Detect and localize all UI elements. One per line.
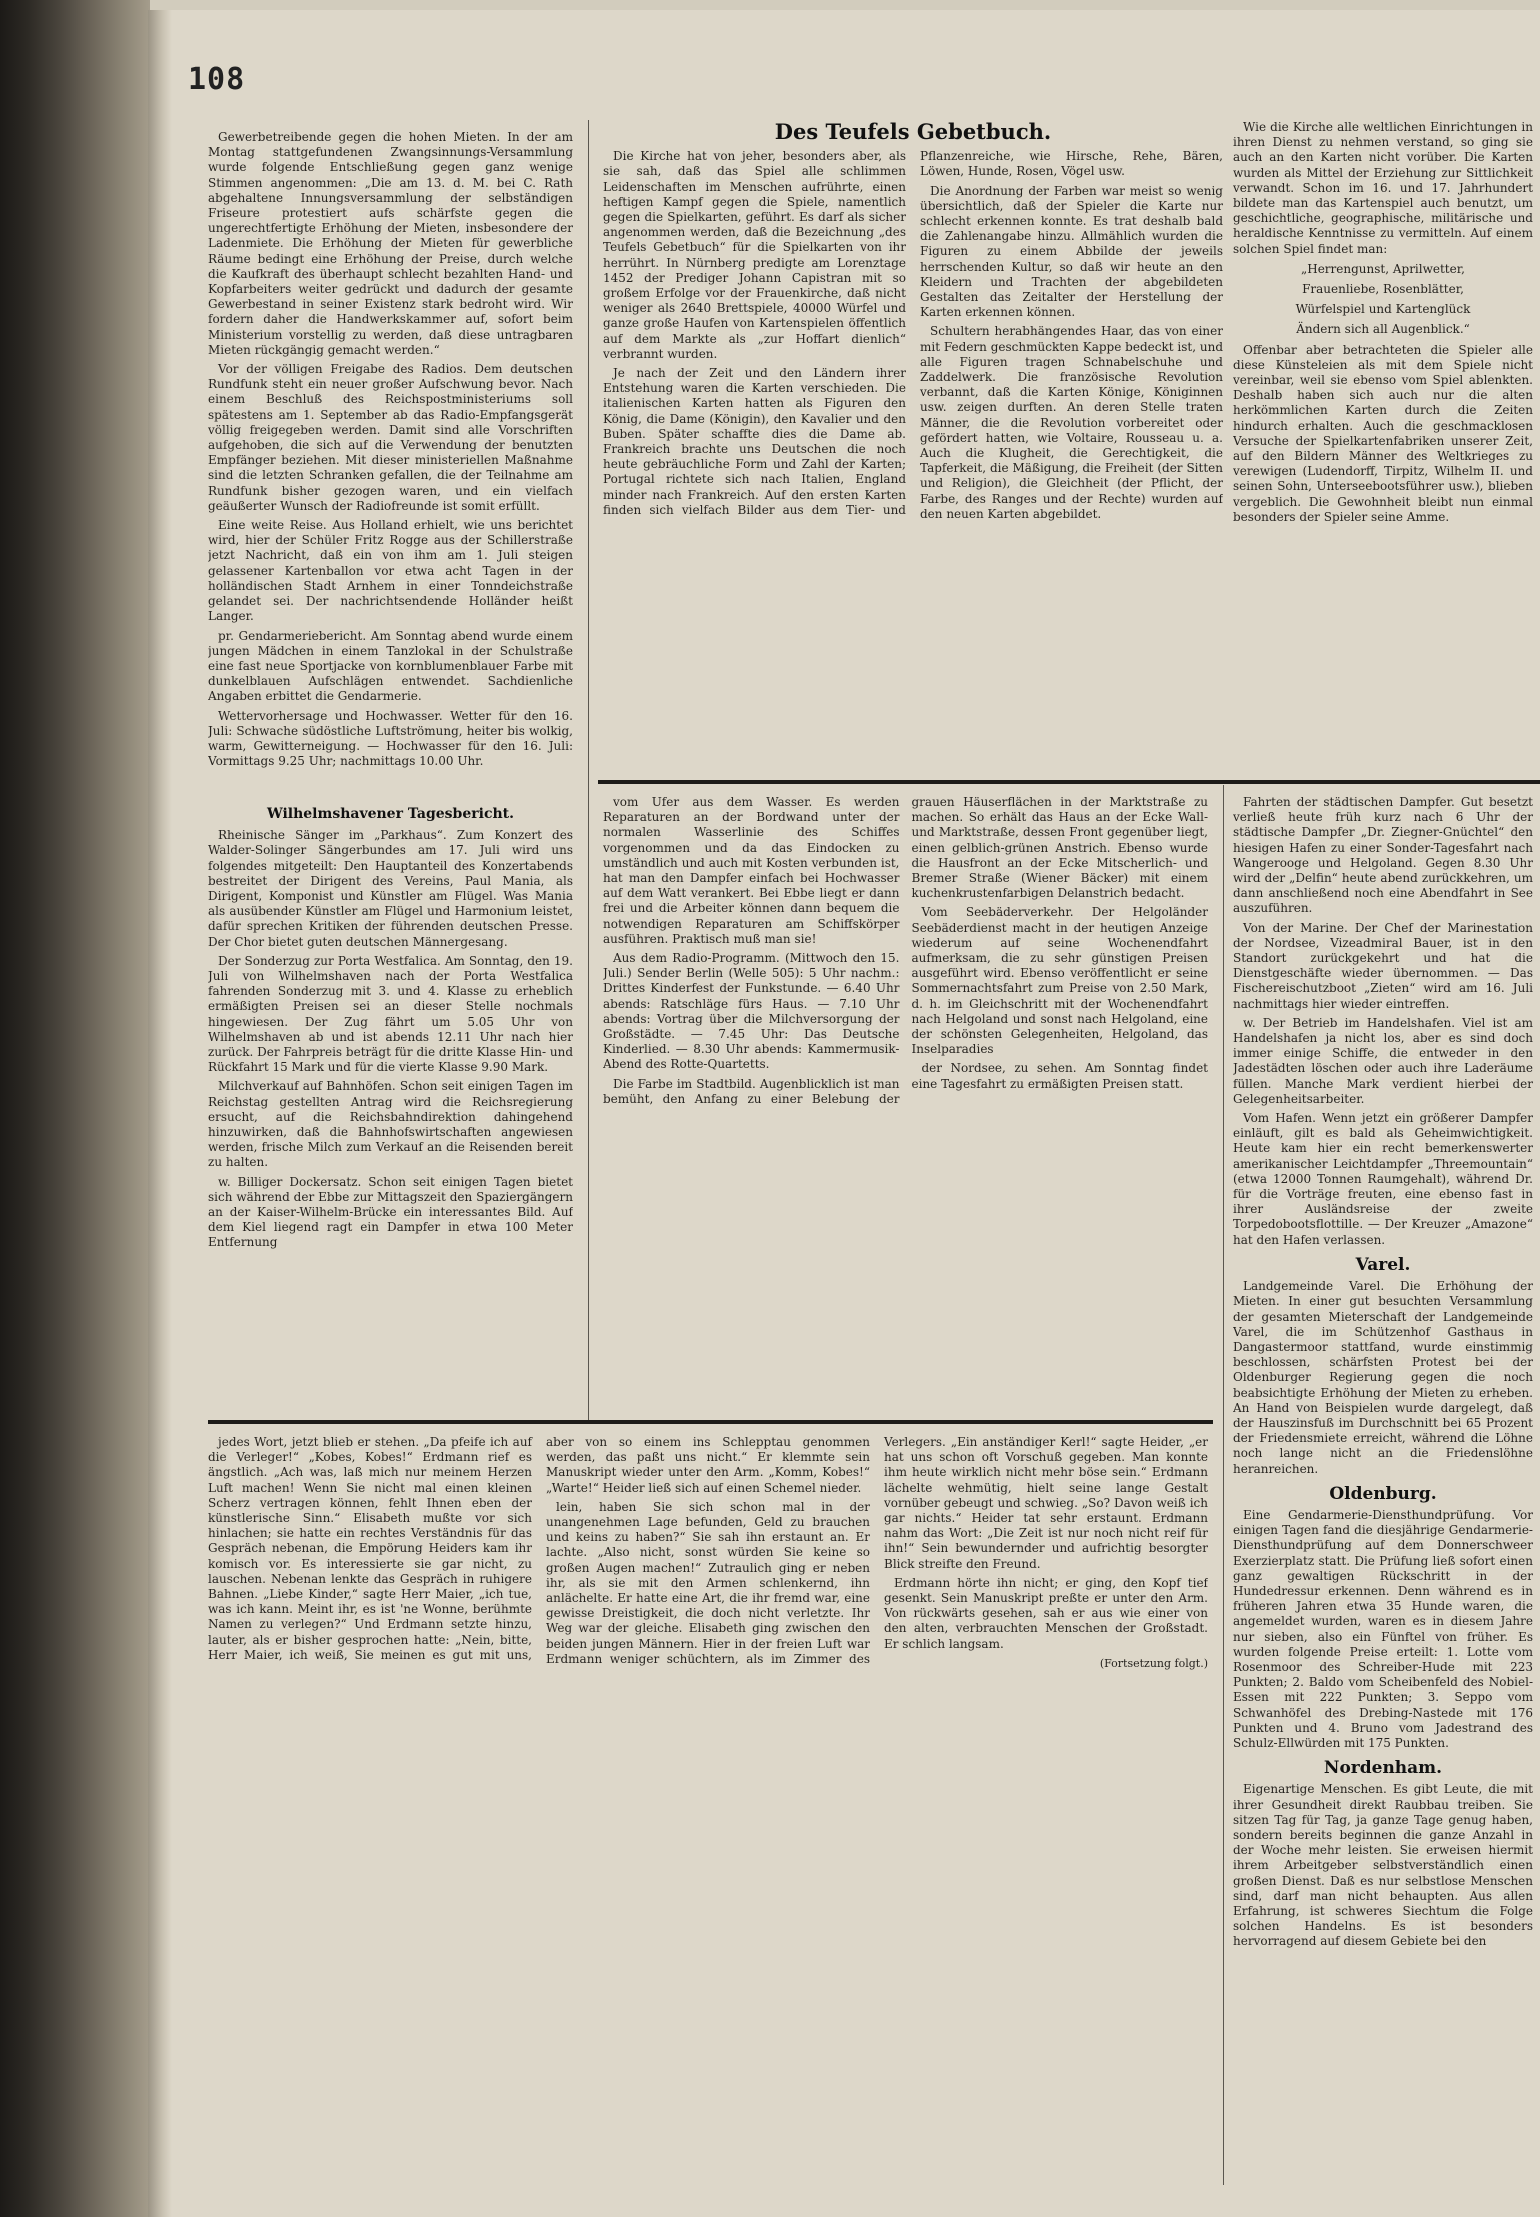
horizontal-rule: [598, 780, 1540, 784]
paragraph: vom Ufer aus dem Wasser. Es werden Reparaturen an der Bordwand unter der normalen Wasserlinie des Schiffes vorgenommen und da das Eindocken zu umständlich und auch mit Kosten verbunden ist, hat man den Dampfer einfach bei Hochwasser auf dem Watt verankert. Bei Ebbe liegt er dann frei und die Arbeiter können dann bequem die notwendigen Reparaturen am Schiffskörper ausführen. Praktisch muß man sie!: [603, 795, 900, 946]
paragraph: Die Anordnung der Farben war meist so wenig übersichtlich, daß der Spieler die Karte nur schlecht erkennen konnte. Es trat deshalb bald die Zahlenangabe hinzu. Allmählich wurden die Figuren zu einem Abbilde der jeweils herrschenden Kultur, so daß wir heute an den Kleidern und Trachten der abgebildeten Gestalten das Zeitalter der Herstellung der Karten erkennen können.: [920, 183, 1223, 320]
verse-line: Würfelspiel und Kartenglück: [1295, 302, 1471, 317]
article-oldenburg: Eine Gendarmerie-Diensthundprüfung. Vor einigen Tagen fand die diesjährige Gendarmerie-Diensthundprüfung auf dem Donnerschweer Exerzierplatz statt. Die Prüfung ließ sofort einen ganz gewaltigen Rückschritt in der Hundedressur erkennen. Denn während es in früheren Jahren etwa 35 Hunde waren, die angemeldet wurden, waren es in diesem Jahre nur sieben, also ein Fünftel von früher. Es wurden folgende Preise erteilt: 1. Lotte vom Rosenmoor des Schreiber-Hude mit 223 Punkten; 2. Baldo vom Scheibenfeld des Nobiel-Essen mit 222 Punkten; 3. Seppo vom Schwanhöfel des Drebing-Nastede mit 176 Punkten und 4. Bruno vom Jadestrand des Schulz-Ellwürden mit 175 Punkten.: [1233, 1507, 1533, 1750]
paragraph: Erdmann hörte ihn nicht; er ging, den Kopf tief gesenkt. Sein Manuskript preßte er unter den Arm. Von rückwärts gesehen, sah er aus wie einer von den alten, verbrauchten Menschen der Großstadt. Er schlich langsam.: [884, 1575, 1208, 1651]
paragraph: Schultern herabhängendes Haar, das von einer mit Federn geschmückten Kappe bedeckt ist, und alle Figuren tragen Schnabelschuhe und Zaddelwerk. Die französische Revolution verbannt, daß die Karten Könige, Königinnen usw. zeigen durften. An deren Stelle traten Männer, die die Revolution vorbereitet oder gefördert hatten, wie Voltaire, Rousseau u. a. Auch die Klugheit, die Gerechtigkeit, die Tapferkeit, die Mäßigung, die Freiheit (der Sitten und Religion), die Gleichheit (der Pflicht, der Farbe, des Ranges und der Rechte) wurden auf den neuen Karten abgebildet.: [920, 324, 1223, 521]
column-teufels-gebetbuch: [603, 120, 1223, 775]
section-title-wilhelmshaven: Wilhelmshavener Tagesbericht.: [266, 806, 514, 822]
section-title-nordenham: Nordenham.: [1323, 1758, 1443, 1779]
column-local-news: [208, 130, 573, 790]
verse-line: Frauenliebe, Rosenblätter,: [1302, 282, 1464, 297]
article-saenger: Rheinische Sänger im „Parkhaus“. Zum Konzert des Walder-Solinger Sängerbundes am 17. Juli wird uns folgendes mitgeteilt: Den Hauptanteil des Konzertabends bestreitet der Dirigent des Vereins, Paul Mania, als Dirigent, Komponist und Künstler am Flügel. Was Mania als ausübender Künstler am Flügel und Harmonium leistet, dafür sprechen Kritiken der führenden deutschen Presse. Der Chor bietet guten deutschen Männergesang.: [208, 828, 573, 949]
paragraph: Je nach der Zeit und den Ländern ihrer Entstehung waren die Karten verschieden. Die italienischen Karten hatten als Figuren den König, die Dame (Königin), den Kavalier und den Buben. Später schaffte dies die Dame ab. Frankreich brachte uns Deutschen die noch heute gebräuchliche Form und Zahl der Karten; Portugal richtete sich nach Italien, England minder nach Frankreich. Auf den ersten Karten finden sich vielfach Bilder aus dem Tier- und Pflanzenreiche, wie Hirsche, Rehe, Bären, Löwen, Hunde, Rosen, Vögel usw.: [603, 149, 1223, 517]
paragraph: Wie die Kirche alle weltlichen Einrichtungen in ihren Dienst zu nehmen verstand, so ging sie auch an den Karten nicht vorüber. Die Karten wurden als Mittel der Erziehung zur Sittlichkeit verwandt. Schon im 16. und 17. Jahrhundert bildete man das Kartenspiel auch benutzt, um geschichtliche, geographische, militärische und heraldische Kenntnisse zu vermitteln. Auf einem solchen Spiel findet man:: [1233, 120, 1533, 256]
article-sonderzug: Der Sonderzug zur Porta Westfalica. Am Sonntag, den 19. Juli von Wilhelmshaven nach der Porta Westfalica fahrenden Sonderzug mit 3. und 4. Klasse zu erheblich ermäßigten Preisen sei an dieser Stelle nochmals hingewiesen. Der Zug fährt um 5.05 Uhr von Wilhelmshaven ab und ist abends 12.11 Uhr nach hier zurück. Der Fahrpreis beträgt für die dritte Klasse Hin- und Rückfahrt 15 Mark und für die vierte Klasse 9.90 Mark.: [208, 953, 573, 1075]
serial-novel: [208, 1435, 1208, 2195]
horizontal-rule: [208, 1420, 1213, 1424]
verse-line: Ändern sich all Augenblick.“: [1296, 322, 1470, 337]
article-nordenham: Eigenartige Menschen. Es gibt Leute, die mit ihrer Gesundheit direkt Raubbau treiben. Sie sitzen Tag für Tag, ja ganze Tage genug haben, sondern bereits beginnen die ganze Anzahl in der Woche mehr leisten. Sie erweisen hiermit ihrem Arbeitgeber selbstverständlich einen großen Dienst. Daß es nur selbstlose Menschen sind, darf man nicht behaupten. Aus allen Erfahrung, ist schweres Siechtum die Folge solchen Handelns. Es ist besonders hervorragend auf diesem Gebiete bei den: [1233, 1782, 1533, 1949]
verse-line: „Herrengunst, Aprilwetter,: [1301, 261, 1465, 276]
section-title-oldenburg: Oldenburg.: [1329, 1483, 1437, 1504]
article-hafen: Vom Hafen. Wenn jetzt ein größerer Dampfer einläuft, gilt es bald als Geheimwichtigkeit. Heute kam hier ein recht bemerkenswerter amerikanischer Leichtdampfer „Threemountain“ (etwa 12000 Tonnen Raumgehalt), während Dr. für die Vorträge freuten, eine ebenso fast in ihrer Ausländsreise der zweite Torpedobootsflottille. — Der Kreuzer „Amazone“ hat den Hafen verlassen.: [1233, 1111, 1533, 1247]
paragraph: lein, haben Sie sich schon mal in der unangenehmen Lage befunden, Geld zu brauchen und keins zu haben?“ Sie sah ihn erstaunt an. Er lachte. „Also nicht, sonst würden Sie keine so großen Augen machen!“ Zutraulich ging er neben ihr, als sie mit den Armen schlenkernd, ihn anlächelte. Er hatte eine Art, die ihr fremd war, eine gewisse Dreistigkeit, die doch nicht verletzte. Ihr Weg war der gleiche. Elisabeth ging zwischen den beiden jungen Männern. Hier in der freien Luft war Erdmann weniger schüchtern, als im Zimmer des Verlegers. „Ein anständiger Kerl!“ sagte Heider, „er hat uns schon oft Vorschuß gegeben. Man konnte ihm heute wirklich nicht mehr böse sein.“ Erdmann lächelte wehmütig, hielt seine lange Gestalt vornüber gebeugt und schwieg. „So? Davon weiß ich gar nichts.“ Heider tat sehr erstaunt. Erdmann nahm das Wort: „Die Zeit ist nur noch nicht reif für ihn!“ Sein bewundernder und aufrichtig besorgter Blick streifte den Freund.: [546, 1435, 1208, 1666]
article-dampfer: Fahrten der städtischen Dampfer. Gut besetzt verließ heute früh kurz nach 6 Uhr der städtische Dampfer „Dr. Ziegner-Gnüchtel“ den hiesigen Hafen zu einer Sonder-Tagesfahrt nach Wangerooge und Helgoland. Gegen 8.30 Uhr wird der „Delfin“ heute abend zurückkehren, um dann anschließend noch eine Abendfahrt in See auszuführen.: [1233, 795, 1533, 916]
article-reise: Eine weite Reise. Aus Holland erhielt, wie uns berichtet wird, hier der Schüler Fritz Rogge aus der Schillerstraße jetzt Nachricht, daß ein von ihm am 1. Juli steigen gelassener Kartenballon vor etwa acht Tagen in der holländischen Stadt Arnhem in einer Tonndeichstraße gelandet sei. Der nachrichtsendende Holländer heißt Langer.: [208, 518, 573, 624]
column-divider: [1223, 785, 1224, 2185]
article-gendarmerie: pr. Gendarmeriebericht. Am Sonntag abend wurde einem jungen Mädchen in einem Tanzlokal in der Schulstraße eine fast neue Sportjacke von kornblumenblauer Farbe mit dunkelblauen Aufschlägen entwendet. Sachdienliche Angaben erbittet die Gendarmerie.: [208, 628, 573, 704]
page-number: 108: [188, 62, 246, 97]
article-marine: Von der Marine. Der Chef der Marinestation der Nordsee, Vizeadmiral Bauer, ist in den Standort zurückgekehrt und hat die Dienstgeschäfte wieder übernommen. — Das Fischereischutzboot „Zieten“ wird am 16. Juli nachmittags hier wieder eintreffen.: [1233, 920, 1533, 1011]
paragraph: Offenbar aber betrachteten die Spieler alle diese Künsteleien als mit dem Spiele nicht vereinbar, weil sie ebenso vom Spiel ablenkten. Deshalb haben sich auch nur die alten herkömmlichen Karten durch die Zeiten hindurch erhalten. Auch die geschmacklosen Versuche der Spielkartenfabriken unserer Zeit, auf den Bildern Männer des Weltkrieges zu verewigen (Ludendorff, Tirpitz, Wilhelm II. und seinen Sohn, Unterseebootsführer usw.), blieben vergeblich. Die Gewohnheit bleibt nun einmal besonders der Spieler seine Amme.: [1233, 342, 1533, 524]
continued-note: (Fortsetzung folgt.): [1099, 1656, 1208, 1670]
section-title-varel: Varel.: [1355, 1254, 1411, 1275]
paragraph: der Nordsee, zu sehen. Am Sonntag findet eine Tagesfahrt zu ermäßigten Preisen statt.: [911, 1061, 1208, 1091]
article-radio-programm: Aus dem Radio-Programm. (Mittwoch den 15. Juli.) Sender Berlin (Welle 505): 5 Uhr nachm.: Drittes Kinderfest der Funkstunde. — 6.40 Uhr abends: Ratschläge fürs Haus. — 7.10 Uhr abends: Vortrag über die Milchversorgung der Großstädte. — 7.45 Uhr: Das Deutsche Kinderlied. — 8.30 Uhr abends: Kammermusik-Abend des Rotte-Quartetts.: [603, 951, 900, 1072]
book-binding: [0, 0, 150, 2217]
column-divider: [588, 120, 589, 1420]
paragraph: Die Kirche hat von jeher, besonders aber, als sie sah, daß das Spiel alle schlimmen Leidenschaften im Menschen aufrührte, einen heftigen Kampf gegen die Spiele, namentlich gegen die Spielkarten, geführt. Es darf als sicher angenommen werden, daß die Bezeichnung „des Teufels Gebetbuch“ für die Spielkarten von ihr herrührt. In Nürnberg predigte am Lorenztage 1452 der Prediger Johann Capistran mit so großem Erfolge vor der Frauenkirche, daß nicht weniger als 2640 Brettspiele, 40000 Würfel und ganze große Haufen von Kartenspielen öffentlich auf dem Markte als „zur Hoffart dienlich“ verbrannt wurden.: [603, 149, 906, 361]
article-friseure: Gewerbetreibende gegen die hohen Mieten. In der am Montag stattgefundenen Zwangsinnungs-Versammlung wurde folgende Entschließung gegen ganz wenige Stimmen angenommen: „Die am 13. d. M. bei C. Rath abgehaltene Innungsversammlung der selbständigen Friseure protestiert aufs schärfste gegen die ungerechtfertigte Erhöhung der Mieten, insbesondere der Ladenmiete. Die Erhöhung der Mieten für gewerbliche Räume bedingt eine Erhöhung der Preise, durch welche die Kaufkraft des überhaupt schlecht bezahlten Hand- und Kopfarbeiters weiter gedrückt und dadurch der gesamte Gewerbestand in seiner Existenz stark bedroht wird. Wir fordern daher die Handwerkskammer auf, sofort beim Ministerium vorstellig zu werden, daß diese untragbaren Mieten rückgängig gemacht werden.“: [208, 130, 573, 357]
article-title-teufels-gebetbuch: Des Teufels Gebetbuch.: [774, 120, 1052, 144]
article-farbe: Die Farbe im Stadtbild. Augenblicklich ist man bemüht, den Anfang zu einer Belebung der grauen Häuserflächen in der Marktstraße zu machen. So erhält das Haus an der Ecke Wall- und Marktstraße, dessen Front gegenüber liegt, einen gelblich-grünen Anstrich. Ebenso wurde die Hausfront an der Ecke Mitscherlich- und Bremer Straße (Wiener Bäcker) mit einem kuchenkrustenfarbigen Delanstrich bedacht.: [603, 795, 1208, 1106]
article-milch: Milchverkauf auf Bahnhöfen. Schon seit einigen Tagen im Reichstag gestellten Antrag wird die Reichsregierung ersucht, auf die Reichsbahndirektion dahingehend hinzuwirken, daß die Bahnhofswirtschaften angewiesen werden, frische Milch zum Verkauf an die Reisenden bereit zu halten.: [208, 1079, 573, 1170]
article-handelshafen: w. Der Betrieb im Handelshafen. Viel ist am Handelshafen ja nicht los, aber es sind doch immer einige Schiffe, die entweder in den Jadestädten löschen oder auch ihre Laderäume füllen. Manche Mark verdient hierbei der Gelegenheitsarbeiter.: [1233, 1015, 1533, 1106]
article-wetter: Wettervorhersage und Hochwasser. Wetter für den 16. Juli: Schwache südöstliche Luftströmung, heiter bis wolkig, warm, Gewitterneigung. — Hochwasser für den 16. Juli: Vormittags 9.25 Uhr; nachmittags 10.00 Uhr.: [208, 708, 573, 769]
article-radio: Vor der völligen Freigabe des Radios. Dem deutschen Rundfunk steht ein neuer großer Aufschwung bevor. Nach einem Beschluß des Reichspostministeriums soll spätestens am 1. September ab das Radio-Empfangsgerät völlig freigegeben werden. Damit sind alle Vorschriften aufgehoben, die sich auf die Verwendung der benutzten Empfänger beziehen. Mit dieser ministeriellen Maßnahme sind die letzten Schranken gefallen, die der Teilnahme am Rundfunk bisher gezogen waren, und ein vielfach geäußerter Wunsch der Radiofreunde ist somit erfüllt.: [208, 362, 573, 513]
article-seebaeder: Vom Seebäderverkehr. Der Helgoländer Seebäderdienst macht in der heutigen Anzeige wiederum auf seine Wochenendfahrt aufmerksam, die zu sehr günstigen Preisen ausgeführt wird. Ebenso veröffentlicht er seine Sommernachtsfahrt zum Preise von 2.50 Mark, d. h. im Gleichschritt mit der Wochenendfahrt nach Helgoland und sonst nach Helgoland, eine der schönsten Gelegenheiten, Helgoland, das Inselparadies: [911, 905, 1208, 1057]
article-dock: w. Billiger Dockersatz. Schon seit einigen Tagen bietet sich während der Ebbe zur Mittagszeit den Spaziergängern an der Kaiser-Wilhelm-Brücke ein interessantes Bild. Auf dem Kiel liegend ragt ein Dampfer in etwa 100 Meter Entfernung: [208, 1174, 573, 1250]
newspaper-page: [148, 10, 1540, 2217]
column-right: [1233, 795, 1533, 2185]
article-varel: Landgemeinde Varel. Die Erhöhung der Mieten. In einer gut besuchten Versammlung der gesamten Mieterschaft der Landgemeinde Varel, die im Schützenhof Gasthaus in Dangastermoor stattfand, wurde einstimmig beschlossen, schärfsten Protest bei der Oldenburger Regierung gegen die noch beabsichtigte Erhöhung der Mieten zu erheben. An Hand von Beispielen wurde dargelegt, daß der Hauszinsfuß im Durchschnitt bei 65 Prozent der Friedensmiete erreicht, während die Löhne noch lange nicht an die Friedenslöhne heranreichen.: [1233, 1279, 1533, 1476]
column-teufels-continued: [1233, 120, 1533, 775]
column-wilhelmshaven: [208, 805, 573, 1415]
paragraph: jedes Wort, jetzt blieb er stehen. „Da pfeife ich auf die Verleger!“ „Kobes, Kobes!“ Erdmann rief es ängstlich. „Ach was, laß mich nur meinem Herzen Luft machen! Wenn Sie nicht mal einen kleinen Scherz vertragen können, fehlt Ihnen eben der künstlerische Sinn.“ Elisabeth mußte vor sich hinlachen; sie hatte ein rechtes Verständnis für das Gespräch nebenan, die Empörung Heiders kam ihr komisch vor. Es interessierte sie gar nicht, zu lauschen. Nebenan lenkte das Gespräch in ruhigere Bahnen. „Liebe Kinder,“ sagte Herr Maier, „ich tue, was ich kann. Meint ihr, es ist 'ne Wonne, berühmte Namen zu verlegen?“ Und Erdmann setzte hinzu, lauter, als er bisher gesprochen hatte: „Nein, bitte, Herr Maier, ich weiß, Sie meinen es gut mit uns, aber von so einem ins Schlepptau genommen werden, das paßt uns nicht.“ Er klemmte sein Manuskript wieder unter den Arm. „Komm, Kobes!“ „Warte!“ Heider ließ sich auf einen Schemel nieder.: [208, 1435, 870, 1662]
column-local-middle: [603, 795, 1208, 1410]
